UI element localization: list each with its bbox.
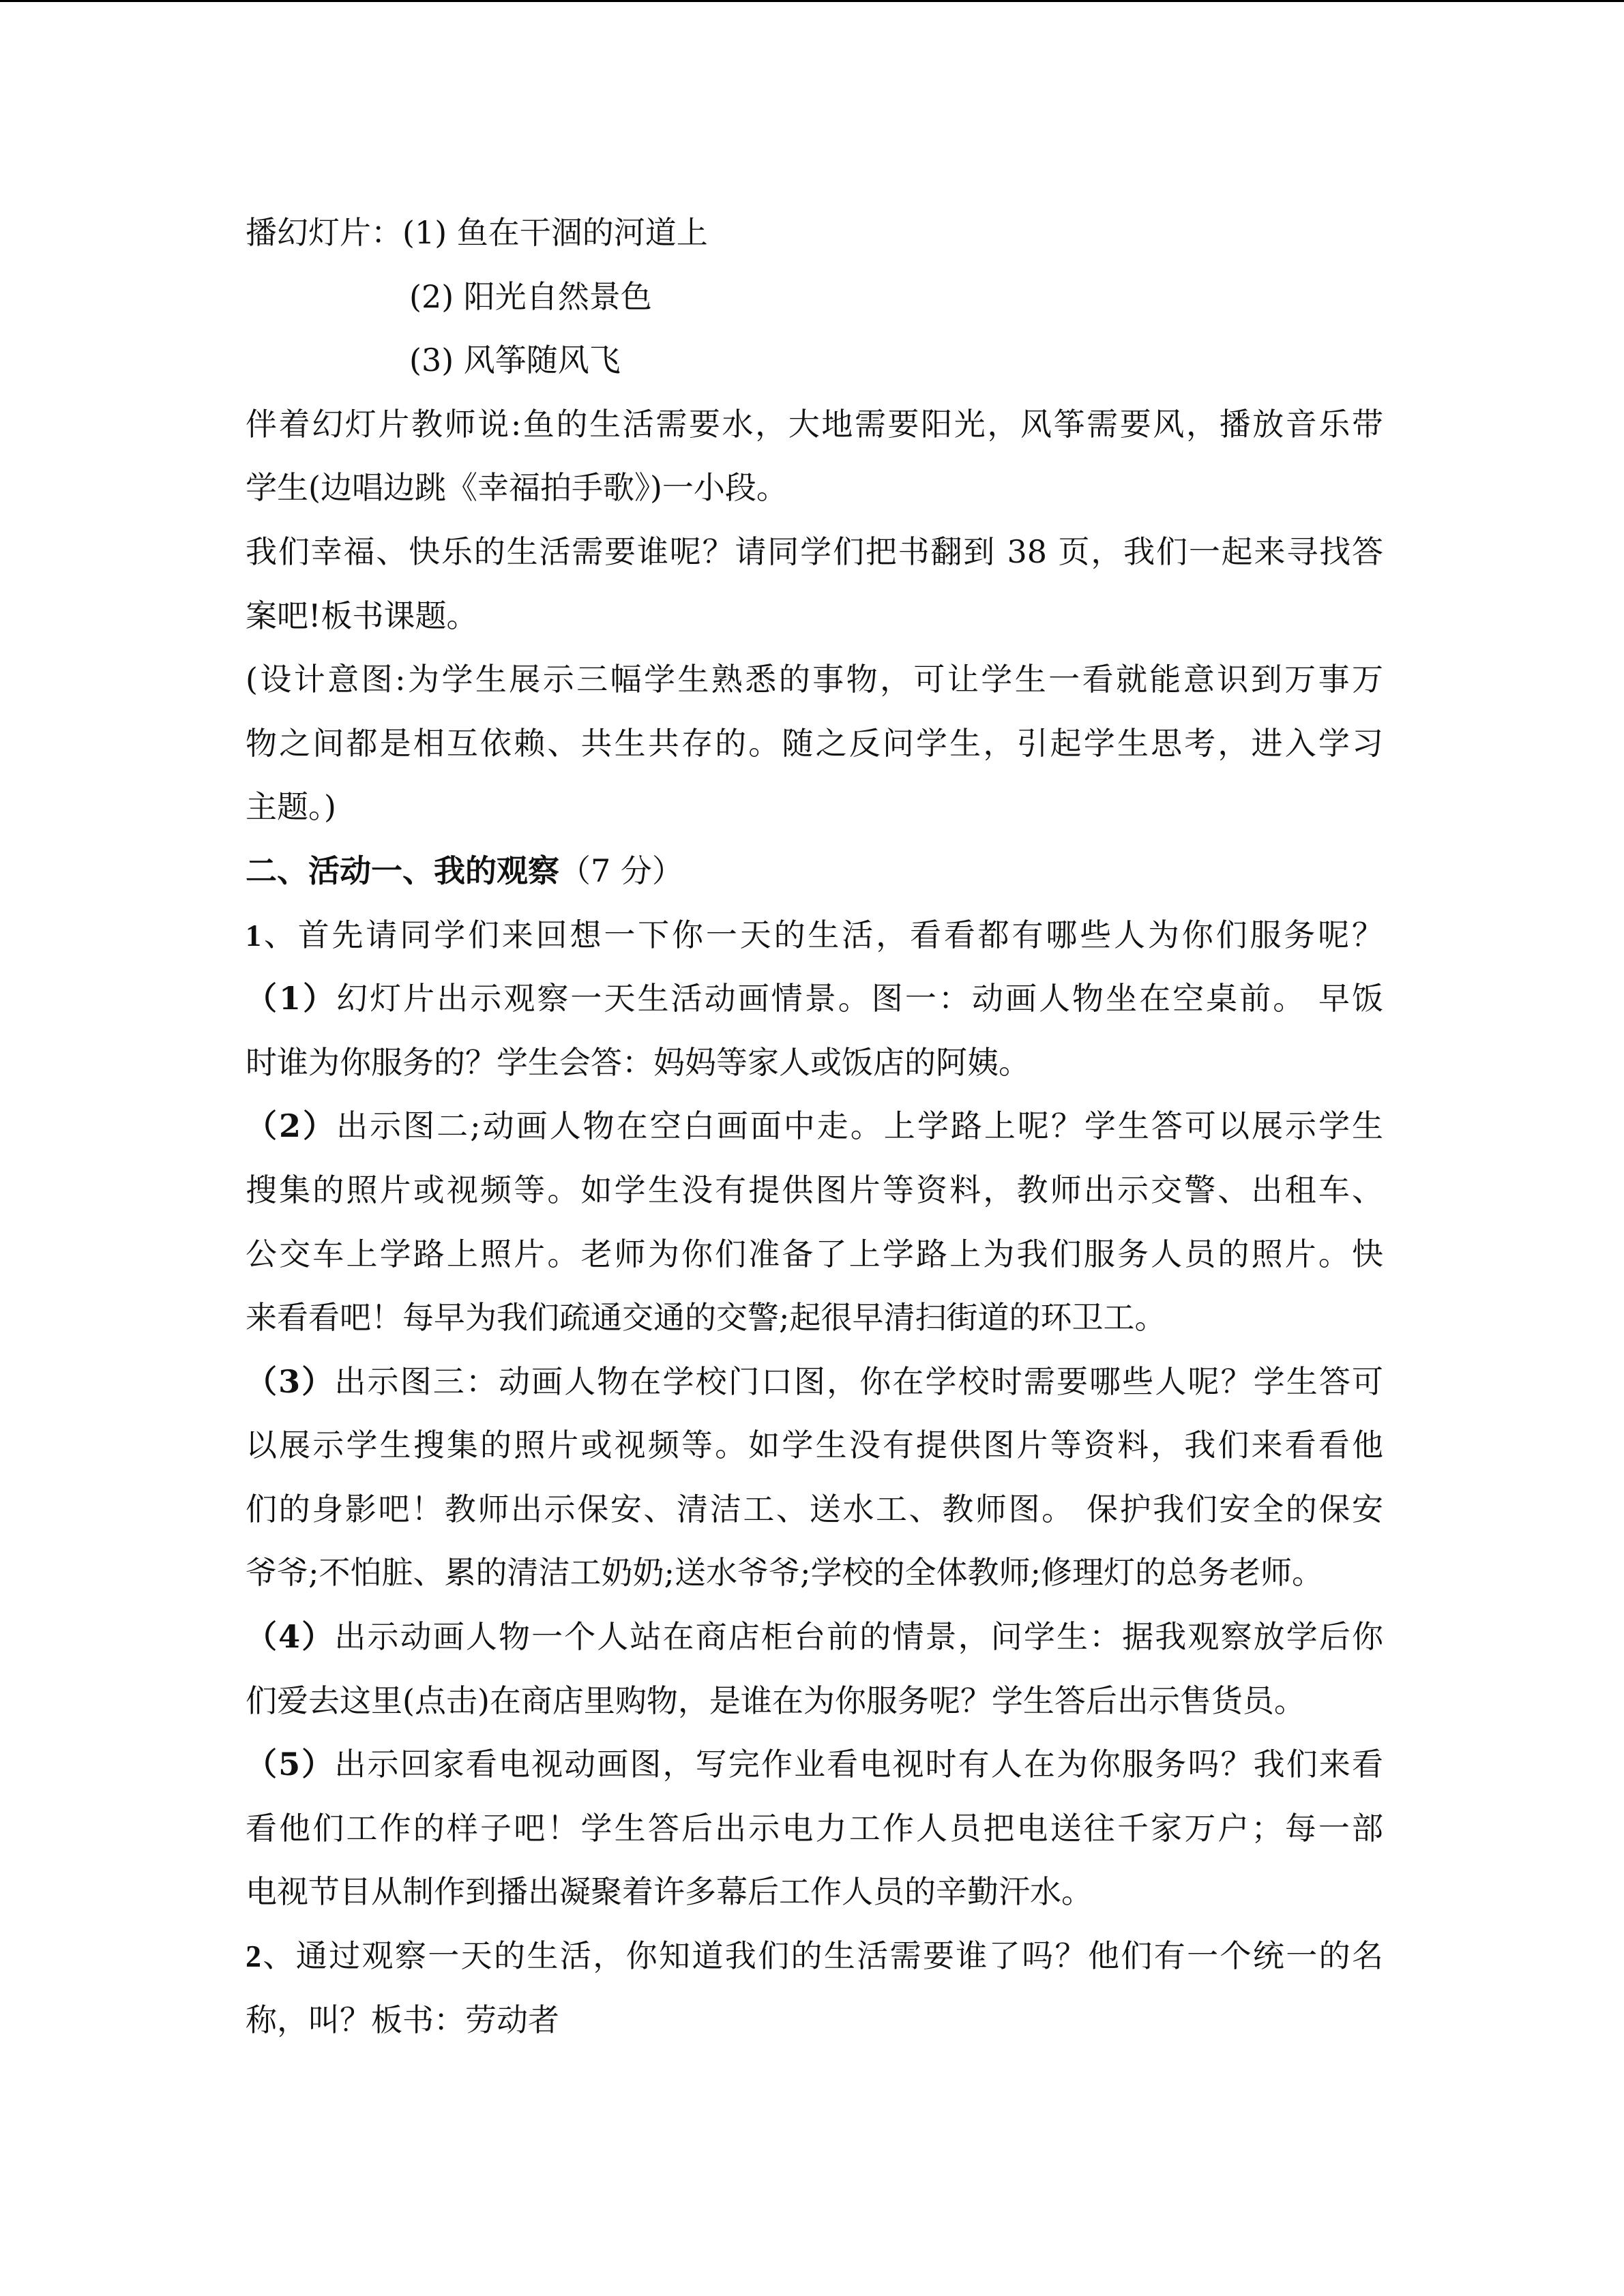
design-line-2: 物之间都是相互依赖、共生共存的。随之反问学生，引起学生思考，进入学习 xyxy=(246,724,1383,762)
item-1-text-1: 幻灯片出示观察一天生活动画情景。图一：动画人物坐在空桌前。 早饭 xyxy=(336,980,1384,1017)
item-4-line-2: 们爱去这里(点击)在商店里购物，是谁在为你服务呢？学生答后出示售货员。 xyxy=(246,1682,1305,1719)
design-line-3: 主题。) xyxy=(246,788,336,826)
para2-line-2: 案吧!板书课题。 xyxy=(246,597,478,634)
question-1 xyxy=(246,904,1383,968)
item-3-line-3: 们的身影吧！教师出示保安、清洁工、送水工、教师图。 保护我们安全的保安 xyxy=(246,1490,1383,1527)
item-1-number: （1） xyxy=(246,980,337,1017)
slide-3: (3) 风筝随风飞 xyxy=(409,342,621,379)
item-3-number: （3） xyxy=(246,1362,335,1400)
question-1-text: 、首先请同学们来回想一下你一天的生活，看看都有哪些人为你们服务呢？ xyxy=(261,916,1383,953)
slides-label: 播幻灯片：(1) 鱼在干涸的河道上 xyxy=(246,214,708,251)
item-2-text-1: 出示图二;动画人物在空白画面中走。上学路上呢？学生答可以展示学生 xyxy=(336,1107,1384,1145)
item-5-number: （5） xyxy=(246,1746,335,1783)
para1-line-2: 学生(边唱边跳《幸福拍手歌》)一小段。 xyxy=(246,469,788,507)
item-1-line-1 xyxy=(246,967,1383,1031)
item-2-number: （2） xyxy=(246,1107,337,1145)
slides-line-2 xyxy=(246,265,1383,329)
item-5-line-2: 看他们工作的样子吧！学生答后出示电力工作人员把电送往千家万户；每一部 xyxy=(246,1809,1383,1847)
design-line-1: (设计意图:为学生展示三幅学生熟悉的事物，可让学生一看就能意识到万事万 xyxy=(246,661,1383,698)
item-2-line-2: 搜集的照片或视频等。如学生没有提供图片等资料，教师出示交警、出租车、 xyxy=(246,1171,1383,1208)
question-2-text-1: 、通过观察一天的生活，你知道我们的生活需要谁了吗？他们有一个统一的名 xyxy=(261,1937,1383,1975)
slide-2: (2) 阳光自然景色 xyxy=(409,278,652,315)
question-1-number: 1 xyxy=(246,917,261,953)
item-1-line-2: 时谁为你服务的？学生会答：妈妈等家人或饭店的阿姨。 xyxy=(246,1043,1030,1081)
item-2-line-3: 公交车上学路上照片。老师为你们准备了上学路上为我们服务人员的照片。快 xyxy=(246,1235,1383,1272)
section-heading-duration: （7 分） xyxy=(559,852,683,889)
item-4-text-1: 出示动画人物一个人站在商店柜台前的情景，问学生：据我观察放学后你 xyxy=(334,1618,1383,1656)
question-2-line-1 xyxy=(246,1924,1383,1988)
para2-line-1: 我们幸福、快乐的生活需要谁呢？请同学们把书翻到 38 页，我们一起来寻找答 xyxy=(246,533,1383,570)
slides-line-1 xyxy=(246,201,1383,265)
item-2-line-1 xyxy=(246,1094,1383,1159)
para1-line-1: 伴着幻灯片教师说:鱼的生活需要水，大地需要阳光，风筝需要风，播放音乐带 xyxy=(246,405,1383,443)
item-5-line-3: 电视节目从制作到播出凝聚着许多幕后工作人员的辛勤汗水。 xyxy=(246,1873,1093,1911)
item-3-line-2: 以展示学生搜集的照片或视频等。如学生没有提供图片等资料，我们来看看他 xyxy=(246,1427,1383,1464)
item-3-line-4: 爷爷;不怕脏、累的清洁工奶奶;送水爷爷;学校的全体教师;修理灯的总务老师。 xyxy=(246,1554,1323,1592)
item-2-line-4: 来看看吧！每早为我们疏通交通的交警;起很早清扫街道的环卫工。 xyxy=(246,1299,1166,1337)
question-2-number: 2 xyxy=(246,1939,261,1974)
slides-line-3 xyxy=(246,329,1383,393)
document-body xyxy=(246,201,1383,2052)
item-3-text-1: 出示图三：动画人物在学校门口图，你在学校时需要哪些人呢？学生答可 xyxy=(334,1362,1383,1400)
section-heading xyxy=(246,839,1383,904)
question-2-line-2: 称，叫？板书：劳动者 xyxy=(246,2001,559,2038)
item-5-line-1 xyxy=(246,1733,1383,1797)
item-4-line-1 xyxy=(246,1605,1383,1669)
item-4-number: （4） xyxy=(246,1618,335,1656)
item-5-text-1: 出示回家看电视动画图，写完作业看电视时有人在为你服务吗？我们来看 xyxy=(334,1746,1383,1783)
section-heading-title: 二、活动一、我的观察 xyxy=(246,852,559,889)
item-3-line-1 xyxy=(246,1350,1383,1414)
